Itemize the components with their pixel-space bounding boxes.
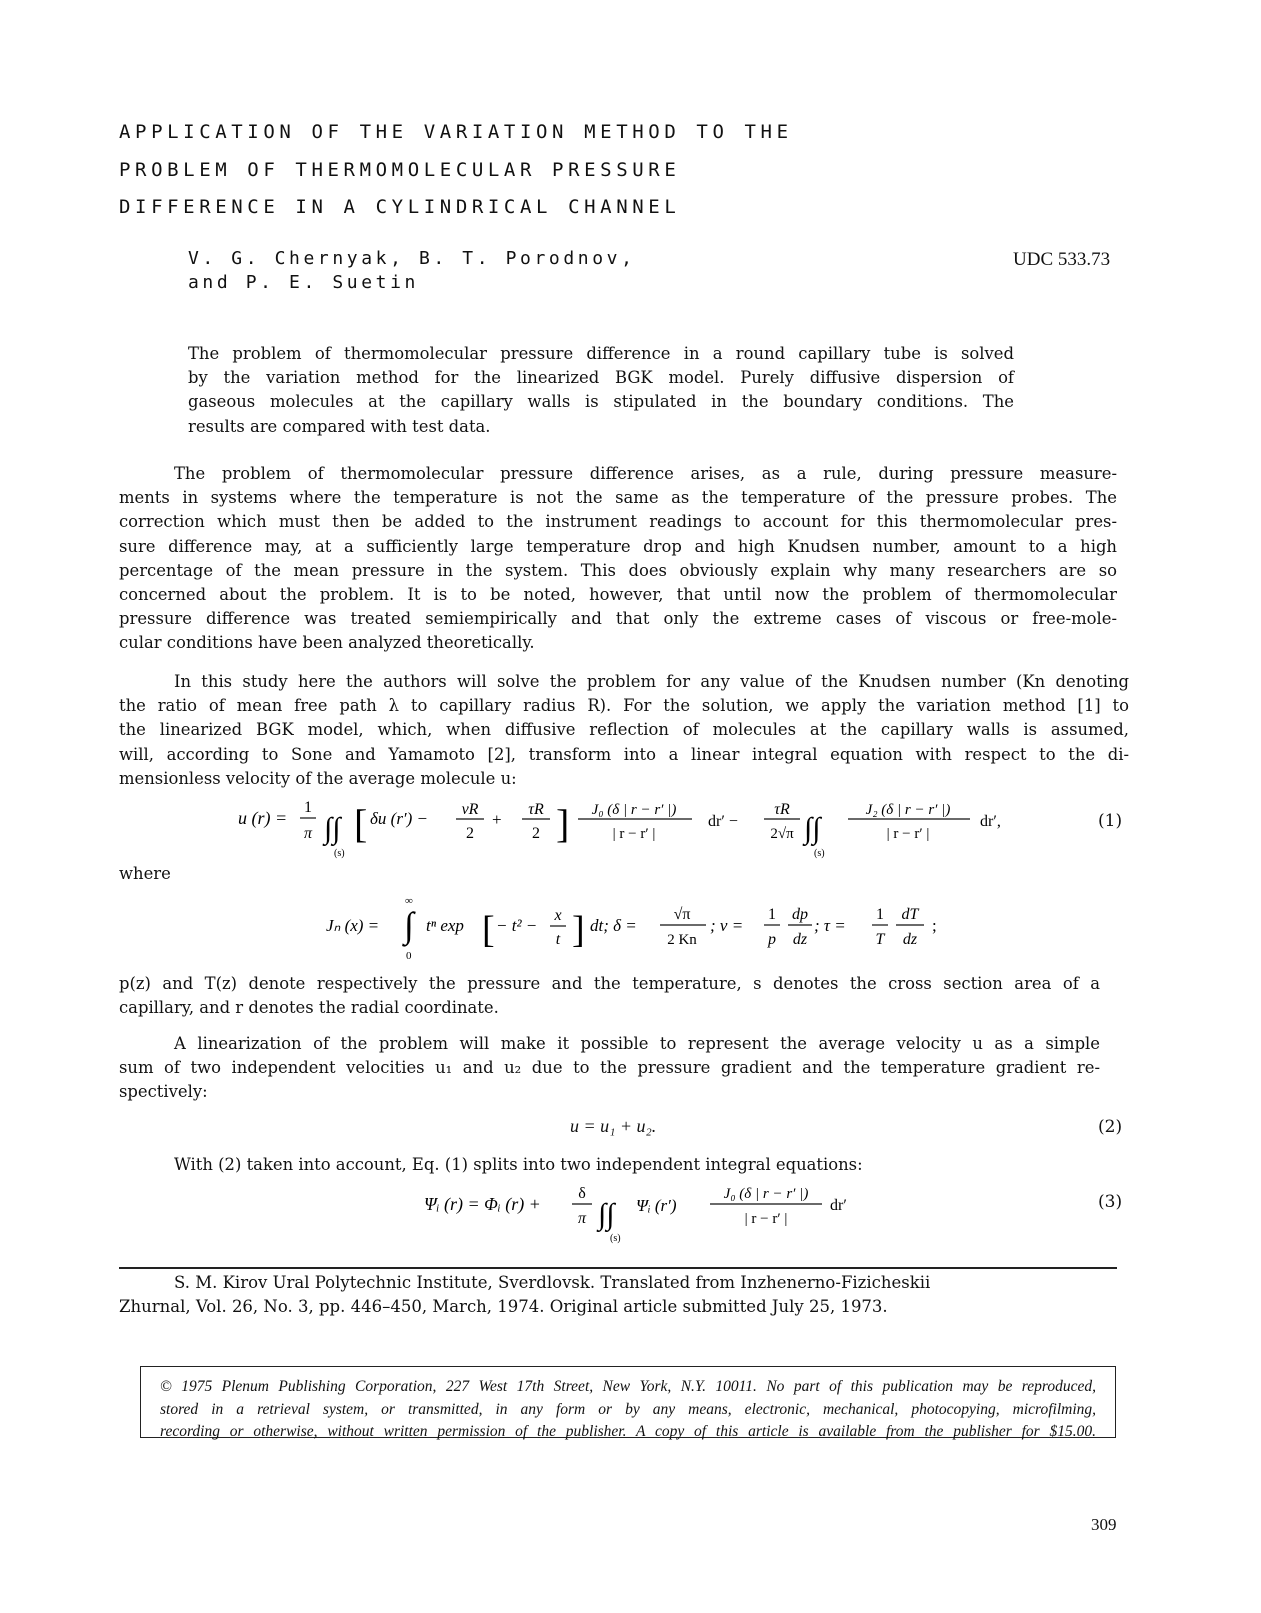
eq1-du: δu (r′) −	[370, 809, 429, 828]
def-one: 1	[768, 906, 776, 923]
bracket-open: [	[482, 909, 495, 951]
def-sqrtpi: √π	[673, 906, 691, 923]
text-line: correction which must then be added to the instrument readings to account for this thermomolecular pres-	[119, 512, 1117, 532]
authors-line-2: and P. E. Suetin	[188, 272, 419, 293]
text-line: ments in systems where the temperature is not the same as the temperature of the pressure probes. The	[119, 488, 1117, 508]
eq1-dr2: dr′,	[980, 813, 1001, 830]
bracket-close: ]	[572, 909, 585, 951]
equation-3-number: (3)	[1098, 1192, 1123, 1212]
copyright-line: stored in a retrieval system, or transmitted, in any form or by any means, electronic, mechanical, photocopying, microfilming,	[160, 1400, 1096, 1418]
text-line: will, according to Sone and Yamamoto [2], transform into a linear integral equation with respect to the di-	[119, 744, 1129, 764]
def-T: T	[875, 931, 885, 948]
equation-2: u = u₁ + u₂.	[570, 1116, 657, 1136]
eq1-two: 2	[466, 825, 474, 842]
eq3-dr: dr′	[830, 1197, 847, 1214]
eq1-twopi: 2√π	[770, 826, 794, 842]
equation-2-number: (2)	[1098, 1117, 1123, 1137]
eq3-pi: π	[577, 1210, 587, 1227]
text-line: sum of two independent velocities u₁ and u₂ due to the pressure gradient and the temperature gradient re-	[119, 1058, 1100, 1078]
def-dt: dt; δ =	[590, 916, 637, 935]
udc-code: UDC 533.73	[1013, 249, 1111, 270]
def-dT: dT	[901, 906, 919, 923]
abstract-line: results are compared with test data.	[188, 416, 491, 436]
text-line: mensionless velocity of the average molecule u:	[119, 768, 517, 788]
with-2-sentence: With (2) taken into account, Eq. (1) splits into two independent integral equations:	[174, 1155, 863, 1174]
abstract	[188, 342, 1014, 439]
eq3-j0: J₀ (δ | r − r′ |)	[723, 1186, 809, 1202]
copyright-line: © 1975 Plenum Publishing Corporation, 227 West 17th Street, New York, N.Y. 10011. No part of this publication may be reproduced,	[160, 1378, 1096, 1395]
eq1-dr: dr′ −	[708, 813, 738, 830]
def-nu: ; ν =	[710, 916, 744, 935]
eq1-two-b: 2	[532, 825, 540, 842]
equation-3	[420, 1178, 860, 1248]
page-number: 309	[1091, 1515, 1117, 1534]
def-integrand: tⁿ exp	[426, 916, 464, 935]
footnote-line: S. M. Kirov Ural Polytechnic Institute, Sverdlovsk. Translated from Inzhenerno-Fizicheskii	[174, 1273, 931, 1292]
text-line: sure difference may, at a sufficiently large temperature drop and high Knudsen number, amount to a high	[119, 536, 1117, 556]
def-twokn: 2 Kn	[667, 932, 697, 948]
def-tau: ; τ =	[814, 916, 846, 935]
text-line: concerned about the problem. It is to be noted, however, that until now the problem of thermomolecular	[119, 585, 1117, 605]
eq3-psi: Ψᵢ (r′)	[636, 1196, 677, 1215]
def-jn: Jₙ (x) =	[326, 916, 380, 935]
where-label: where	[119, 864, 171, 883]
eq1-j0: J₀ (δ | r − r′ |)	[591, 802, 677, 818]
abstract-line: The problem of thermomolecular pressure difference in a round capillary tube is solved	[188, 344, 1014, 363]
abstract-line: by the variation method for the linearized BGK model. Purely diffusive dispersion of	[188, 368, 1014, 388]
eq1-dist: | r − r′ |	[612, 826, 656, 842]
text-line: p(z) and T(z) denote respectively the pressure and the temperature, s denotes the cross section area of a	[119, 974, 1100, 993]
title-line-1: APPLICATION OF THE VARIATION METHOD TO THE	[119, 121, 793, 143]
def-dp: dp	[792, 906, 808, 923]
eq1-tauR-2: τR	[774, 801, 790, 818]
def-x: x	[554, 907, 562, 924]
def-one-2: 1	[876, 906, 884, 923]
integral-sign: ∫∫	[598, 1198, 615, 1231]
eq3-lhs: Ψᵢ (r) = Φᵢ (r) +	[424, 1194, 541, 1214]
eq1-nuR: νR	[461, 801, 479, 818]
text-line: The problem of thermomolecular pressure difference arises, as a rule, during pressure measure-	[174, 464, 1117, 483]
copyright-notice	[160, 1376, 1096, 1444]
abstract-line: gaseous molecules at the capillary walls is stipulated in the boundary conditions. The	[188, 392, 1014, 412]
eq1-tauR: τR	[528, 801, 544, 818]
def-zero: 0	[406, 950, 412, 962]
eq1-j2: J₂ (δ | r − r′ |)	[865, 802, 951, 818]
text-line: pressure difference was treated semiempirically and that only the extreme cases of viscous or free-mole-	[119, 609, 1117, 629]
integral-sign: ∫∫	[324, 812, 341, 845]
text-line: spectively:	[119, 1082, 208, 1102]
intro-paragraph	[119, 462, 1117, 656]
text-line: In this study here the authors will solve the problem for any value of the Knudsen number (Kn denoting	[174, 672, 1129, 691]
eq3-dist: | r − r′ |	[744, 1211, 788, 1227]
def-p: p	[768, 931, 776, 948]
def-inner: − t² −	[496, 916, 538, 935]
def-inf: ∞	[405, 895, 413, 907]
footnote-line: Zhurnal, Vol. 26, No. 3, pp. 446–450, March, 1974. Original article submitted July 25, 1973.	[119, 1297, 888, 1316]
def-dz-2: dz	[902, 931, 918, 948]
eq1-lhs: u (r) =	[238, 808, 288, 828]
study-paragraph	[119, 670, 1129, 791]
text-line: cular conditions have been analyzed theoretically.	[119, 633, 535, 653]
eq1-one: 1	[304, 799, 312, 816]
equation-1	[220, 790, 1020, 860]
def-t: t	[555, 931, 561, 948]
bracket-open: [	[354, 801, 368, 846]
footnote-rule	[119, 1267, 1117, 1269]
eq1-pi: π	[303, 825, 313, 842]
authors-line-1: V. G. Chernyak, B. T. Porodnov,	[188, 248, 636, 269]
eq1-dist-2: | r − r′ |	[886, 826, 930, 842]
def-dz: dz	[792, 931, 808, 948]
eq1-s: (s)	[334, 848, 345, 859]
bracket-close: ]	[556, 801, 570, 846]
title-line-3: DIFFERENCE IN A CYLINDRICAL CHANNEL	[119, 196, 681, 218]
eq1-s-2: (s)	[814, 848, 825, 859]
copyright-line: recording or otherwise, without written permission of the publisher. A copy of this article is available from the publisher for $15.00.	[160, 1423, 1096, 1440]
eq3-delta: δ	[578, 1185, 586, 1202]
eq1-plus: +	[492, 810, 502, 829]
integral-sign: ∫	[404, 905, 414, 945]
linearization-paragraph	[119, 1032, 1100, 1105]
text-line: the ratio of mean free path λ to capillary radius R). For the solution, we apply the variation method [1] to	[119, 696, 1129, 716]
eq3-s: (s)	[610, 1233, 621, 1244]
text-line: capillary, and r denotes the radial coordinate.	[119, 998, 499, 1018]
text-line: percentage of the mean pressure in the system. This does obviously explain why many researchers are so	[119, 560, 1117, 580]
def-end: ;	[932, 916, 937, 935]
affiliation-footnote	[119, 1271, 930, 1319]
equation-1-number: (1)	[1098, 811, 1123, 831]
integral-sign-2: ∫∫	[804, 812, 821, 845]
definitions-equation	[320, 895, 970, 965]
title-line-2: PROBLEM OF THERMOMOLECULAR PRESSURE	[119, 159, 681, 181]
after-definitions	[119, 972, 1100, 1020]
text-line: A linearization of the problem will make it possible to represent the average velocity u as a simple	[174, 1034, 1100, 1053]
text-line: the linearized BGK model, which, when diffusive reflection of molecules at the capillary walls is assumed,	[119, 720, 1129, 740]
